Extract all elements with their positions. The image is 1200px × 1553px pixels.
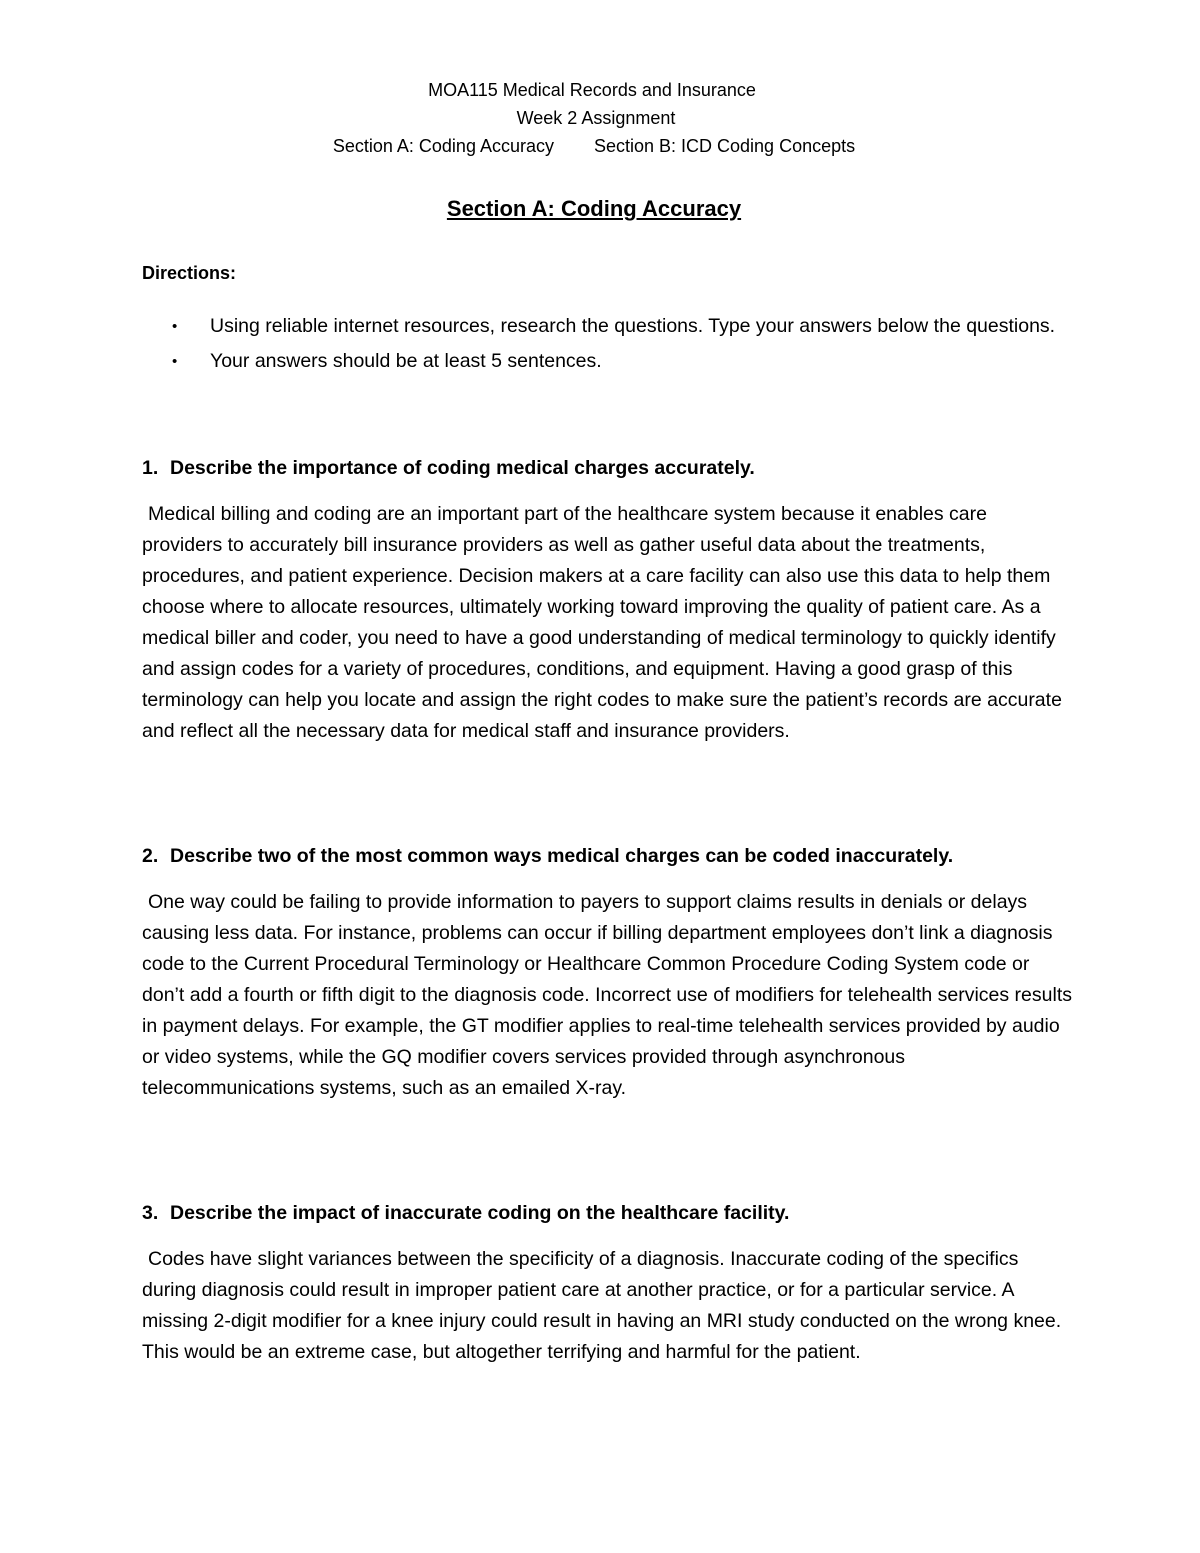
question-number: 1. xyxy=(142,457,159,479)
list-item xyxy=(142,311,1072,342)
question-3 xyxy=(142,1199,1072,1227)
answer-2: One way could be failing to provide information to payers to support claims results in denials or delays causing less data. For instance, problems can occur if billing department employees don’t link a diagnosis code to the Current Procedural Terminology or Healthcare Common Procedure Coding System code or don’t add a fourth or fifth digit to the diagnosis code. Incorrect use of modifiers for telehealth services results in payment delays. For example, the GT modifier applies to real-time telehealth services provided by audio or video systems, while the GQ modifier covers services provided through asynchronous telecommunications systems, such as an emailed X-ray. xyxy=(142,891,1072,1099)
bullet-icon: • xyxy=(172,318,178,335)
question-2 xyxy=(142,842,1072,870)
directions-list xyxy=(142,311,1072,377)
directions-label: Directions: xyxy=(142,263,237,283)
course-title: MOA115 Medical Records and Insurance xyxy=(428,80,756,100)
question-number: 3. xyxy=(142,1202,159,1224)
section-title-text: Section A: Coding Accuracy xyxy=(446,196,742,221)
section-title xyxy=(0,195,1200,223)
list-item xyxy=(142,346,1072,377)
sections-line xyxy=(0,135,1194,157)
answer-3: Codes have slight variances between the specificity of a diagnosis. Inaccurate coding of the specifics during diagnosis could result in improper patient care at another practice, or for a particular service. A missing 2-digit modifier for a knee injury could result in having an MRI study conducted on the wrong knee. This would be an extreme case, but altogether terrifying and harmful for the patient. xyxy=(142,1248,1062,1363)
question-text: Describe two of the most common ways medical charges can be coded inaccurately. xyxy=(170,845,954,867)
bullet-icon: • xyxy=(172,353,178,370)
assignment-week: Week 2 Assignment xyxy=(516,108,676,128)
section-b-label: Section B: ICD Coding Concepts xyxy=(593,136,856,156)
question-number: 2. xyxy=(142,845,159,867)
answer-1: Medical billing and coding are an important part of the healthcare system because it enables care providers to accurately bill insurance providers as well as gather useful data about the treatments, procedures, and patient experience. Decision makers at a care facility can also use this data to help them choose where to allocate resources, ultimately working toward improving the quality of patient care. As a medical biller and coder, you need to have a good understanding of medical terminology to quickly identify and assign codes for a variety of procedures, conditions, and equipment. Having a good grasp of this terminology can help you locate and assign the right codes to make sure the patient’s records are accurate and reflect all the necessary data for medical staff and insurance providers. xyxy=(142,503,1062,742)
section-a-label: Section A: Coding Accuracy xyxy=(332,136,554,156)
question-text: Describe the impact of inaccurate coding on the healthcare facility. xyxy=(170,1202,790,1224)
direction-text: Using reliable internet resources, research the questions. Type your answers below the questions. xyxy=(210,315,1056,337)
question-text: Describe the importance of coding medical charges accurately. xyxy=(170,457,755,479)
direction-text: Your answers should be at least 5 sentences. xyxy=(210,350,602,372)
question-1 xyxy=(142,454,1072,482)
